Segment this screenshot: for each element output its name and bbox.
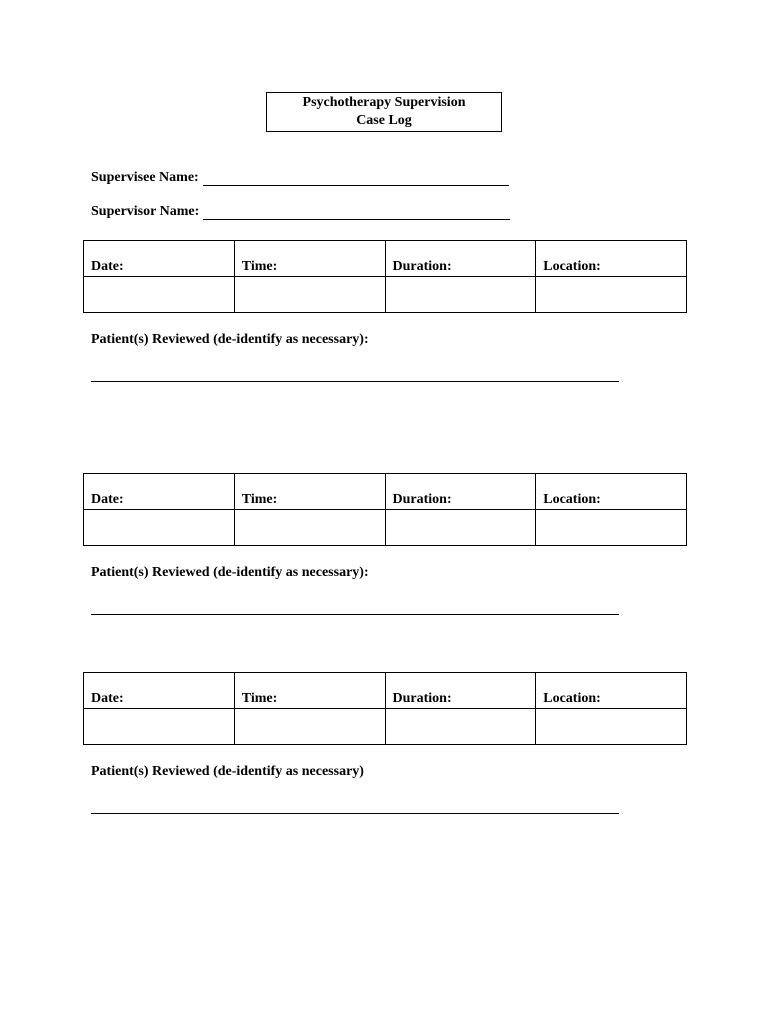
session-table-1	[83, 240, 687, 313]
session-table-2	[83, 473, 687, 546]
supervisee-name-label: Supervisee Name:	[91, 170, 199, 185]
location-cell[interactable]	[536, 709, 687, 745]
date-header: Date:	[84, 474, 235, 510]
time-header: Time:	[234, 474, 385, 510]
patients-reviewed-line[interactable]	[91, 381, 619, 382]
duration-cell[interactable]	[385, 709, 536, 745]
patients-reviewed-label: Patient(s) Reviewed (de-identify as necessary):	[91, 332, 369, 347]
title-line-2: Case Log	[356, 113, 412, 128]
patients-reviewed-line[interactable]	[91, 614, 619, 615]
form-title	[266, 92, 502, 132]
supervisee-name-line[interactable]	[203, 170, 509, 186]
date-cell[interactable]	[84, 277, 235, 313]
duration-cell[interactable]	[385, 510, 536, 546]
date-header: Date:	[84, 241, 235, 277]
duration-header: Duration:	[385, 673, 536, 709]
time-header: Time:	[234, 241, 385, 277]
supervisee-name-field[interactable]	[91, 170, 509, 186]
time-cell[interactable]	[234, 709, 385, 745]
supervisor-name-field[interactable]	[91, 204, 510, 220]
date-cell[interactable]	[84, 510, 235, 546]
duration-header: Duration:	[385, 474, 536, 510]
date-cell[interactable]	[84, 709, 235, 745]
duration-cell[interactable]	[385, 277, 536, 313]
location-header: Location:	[536, 474, 687, 510]
duration-header: Duration:	[385, 241, 536, 277]
location-header: Location:	[536, 241, 687, 277]
session-table-3	[83, 672, 687, 745]
supervisor-name-label: Supervisor Name:	[91, 204, 200, 219]
patients-reviewed-label: Patient(s) Reviewed (de-identify as necessary)	[91, 764, 364, 779]
patients-reviewed-label: Patient(s) Reviewed (de-identify as necessary):	[91, 565, 369, 580]
time-cell[interactable]	[234, 510, 385, 546]
patients-reviewed-line[interactable]	[91, 813, 619, 814]
title-line-1: Psychotherapy Supervision	[302, 95, 466, 110]
time-cell[interactable]	[234, 277, 385, 313]
location-cell[interactable]	[536, 277, 687, 313]
supervisor-name-line[interactable]	[203, 204, 510, 220]
time-header: Time:	[234, 673, 385, 709]
location-header: Location:	[536, 673, 687, 709]
date-header: Date:	[84, 673, 235, 709]
location-cell[interactable]	[536, 510, 687, 546]
